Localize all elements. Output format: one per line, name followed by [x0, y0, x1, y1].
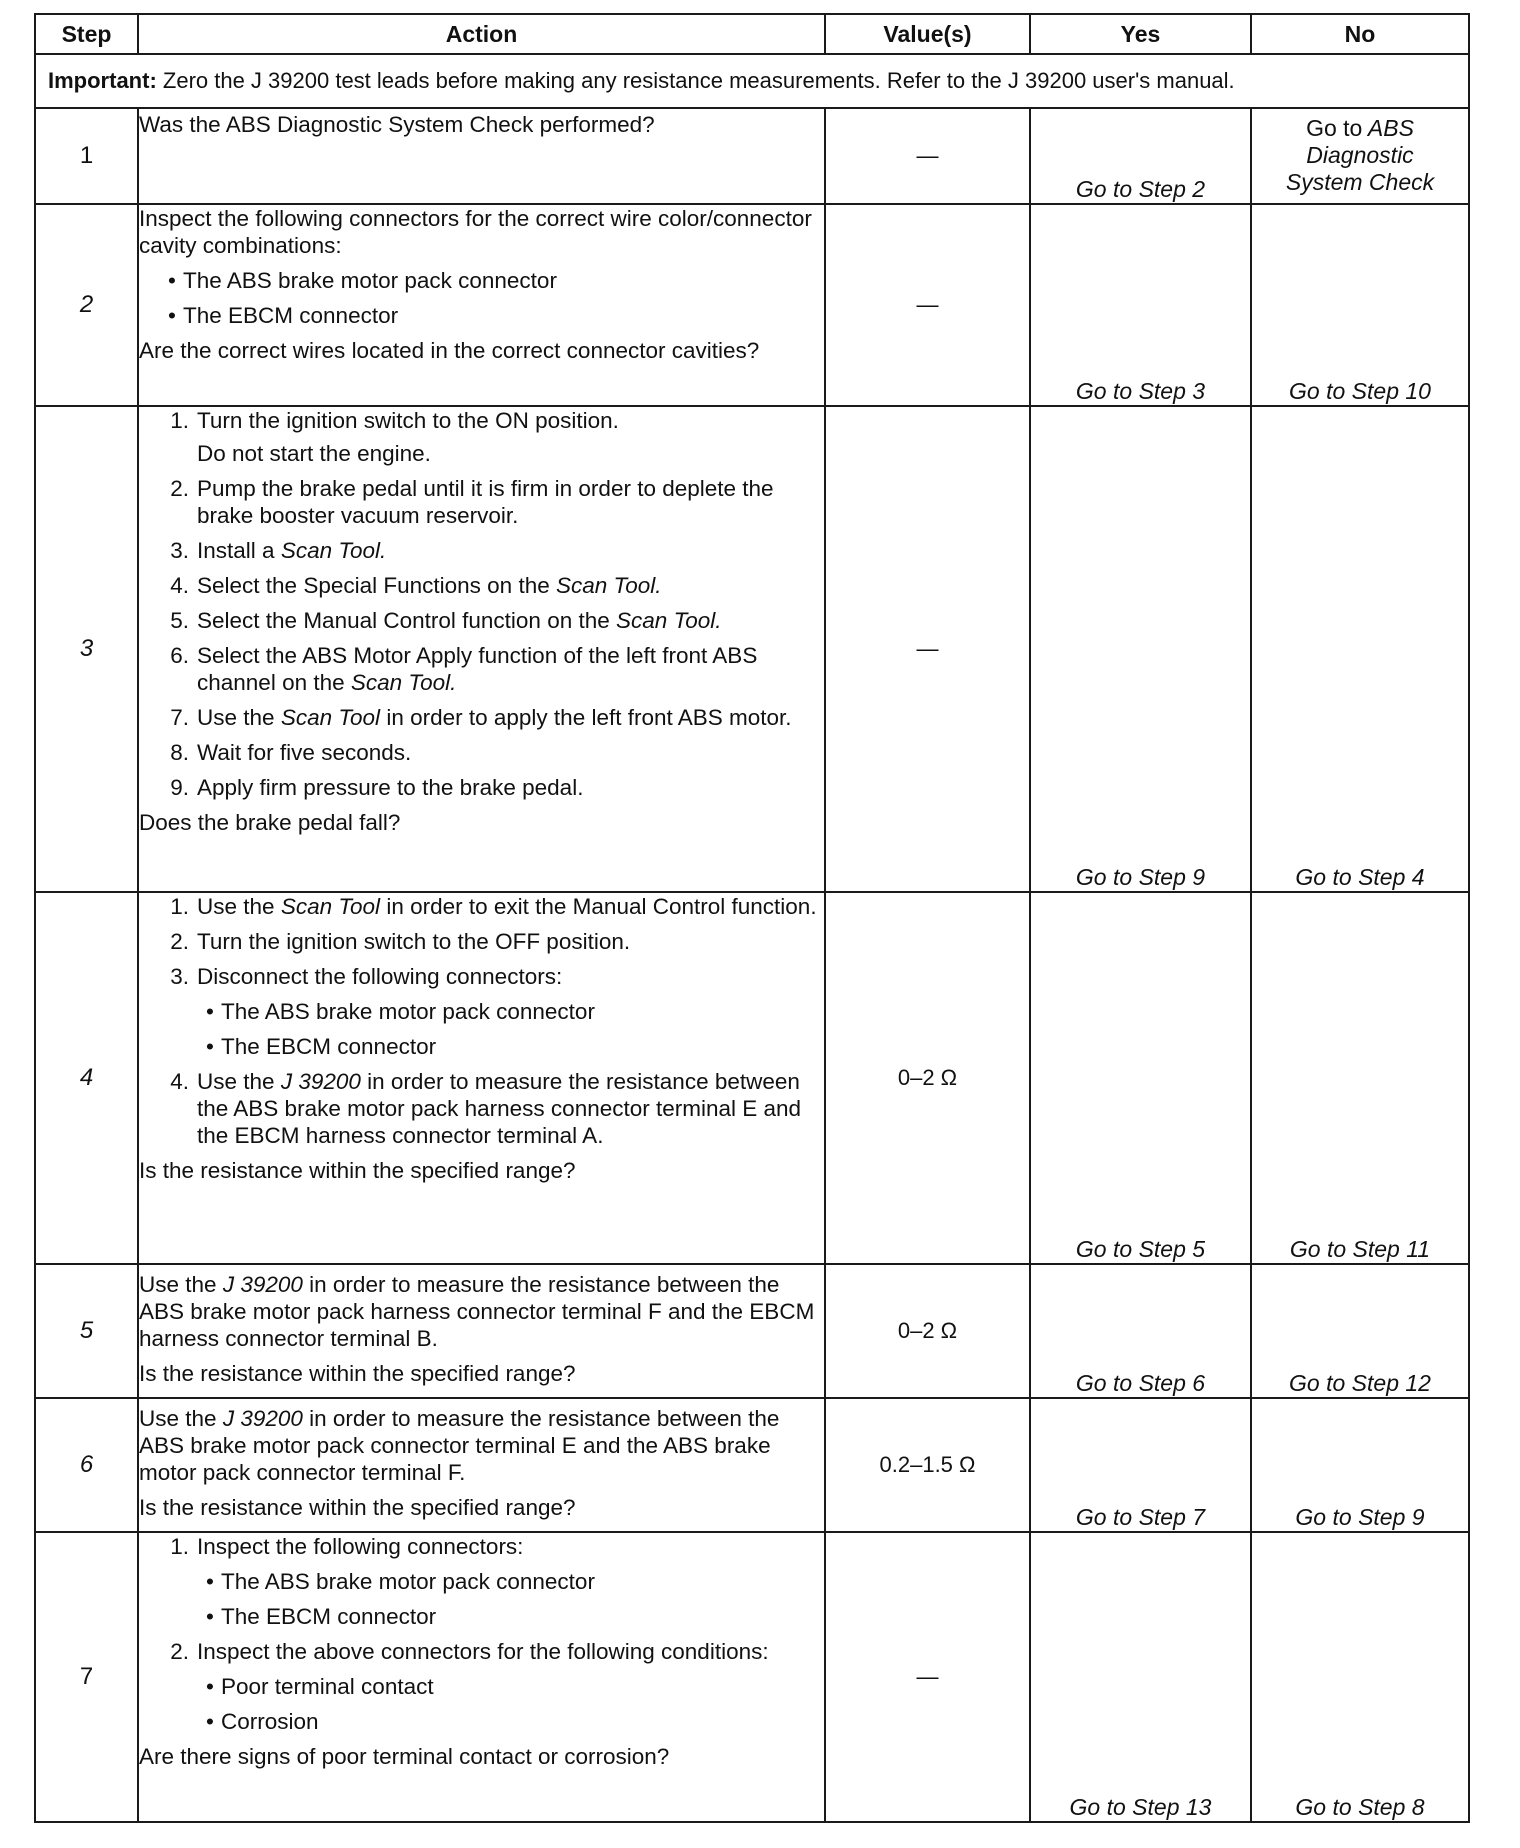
header-action: Action	[138, 14, 825, 54]
action-cell	[138, 1264, 825, 1398]
list-item: 3. Install a Scan Tool.	[170, 538, 387, 563]
value-cell: 0–2 Ω	[825, 1264, 1030, 1398]
action-cell	[138, 406, 825, 892]
yes-cell: Go to Step 13	[1030, 1532, 1251, 1822]
table-row	[35, 1398, 1469, 1532]
yes-cell: Go to Step 3	[1030, 204, 1251, 406]
yes-cell: Go to Step 2	[1030, 108, 1251, 204]
diagnostic-table	[34, 13, 1470, 1823]
no-prefix: Go to	[1306, 115, 1363, 141]
question: Is the resistance within the specified range?	[139, 1361, 576, 1386]
no-cell: Go to Step 12	[1251, 1264, 1469, 1398]
value-cell: 0–2 Ω	[825, 892, 1030, 1264]
table-row	[35, 108, 1469, 204]
step-number: 4	[35, 892, 138, 1264]
list-item: 7. Use the Scan Tool in order to apply the left front ABS motor.	[170, 705, 792, 730]
table-row	[35, 892, 1469, 1264]
action-cell	[138, 1398, 825, 1532]
list-item: 1. Inspect the following connectors:	[170, 1534, 524, 1559]
action-cell	[138, 204, 825, 406]
step-number: 2	[35, 204, 138, 406]
step-number: 3	[35, 406, 138, 892]
step-number: 7	[35, 1532, 138, 1822]
question: Is the resistance within the specified range?	[139, 1495, 576, 1520]
header-no: No	[1251, 14, 1469, 54]
step-number: 1	[35, 108, 138, 204]
important-note	[35, 54, 1469, 108]
action-text: Use the J 39200 in order to measure the resistance between the ABS brake motor pack connector terminal E and the ABS brake motor pack connector terminal F.	[139, 1406, 780, 1485]
no-link-line1: ABS	[1367, 115, 1414, 141]
important-text: Zero the J 39200 test leads before making any resistance measurements. Refer to the J 39200 user's manual.	[162, 68, 1235, 93]
action-text: Use the J 39200 in order to measure the resistance between the ABS brake motor pack harness connector terminal F and the EBCM harness connector terminal B.	[139, 1272, 815, 1351]
value-cell: 0.2–1.5 Ω	[825, 1398, 1030, 1532]
question: Are there signs of poor terminal contact or corrosion?	[139, 1744, 670, 1769]
question: Is the resistance within the specified range?	[139, 1158, 576, 1183]
question: Does the brake pedal fall?	[139, 810, 401, 835]
list-item: • The EBCM connector	[206, 1604, 437, 1629]
list-item: 6. Select the ABS Motor Apply function of the left front ABS channel on the Scan Tool.	[170, 643, 758, 695]
yes-cell: Go to Step 9	[1030, 406, 1251, 892]
list-item: 5. Select the Manual Control function on the Scan Tool.	[170, 608, 722, 633]
value-cell: —	[825, 204, 1030, 406]
header-row	[35, 14, 1469, 54]
yes-cell: Go to Step 6	[1030, 1264, 1251, 1398]
no-link-line2: Diagnostic	[1306, 142, 1414, 168]
list-item: • Poor terminal contact	[206, 1674, 434, 1699]
list-item: • The EBCM connector	[206, 1034, 437, 1059]
table-row	[35, 204, 1469, 406]
step-number: 5	[35, 1264, 138, 1398]
list-item: 4. Select the Special Functions on the Scan Tool.	[170, 573, 662, 598]
question: Was the ABS Diagnostic System Check performed?	[139, 112, 655, 137]
list-item: • The ABS brake motor pack connector	[206, 999, 595, 1024]
no-cell: Go to Step 4	[1251, 406, 1469, 892]
no-cell: Go to Step 10	[1251, 204, 1469, 406]
list-item: 1. Turn the ignition switch to the ON position.	[170, 408, 619, 433]
no-cell	[1251, 108, 1469, 204]
no-cell: Go to Step 11	[1251, 892, 1469, 1264]
value-cell: —	[825, 108, 1030, 204]
important-label: Important:	[48, 68, 157, 93]
list-item-note: Do not start the engine.	[197, 441, 431, 466]
table-row	[35, 1532, 1469, 1822]
yes-cell: Go to Step 5	[1030, 892, 1251, 1264]
value-cell: —	[825, 406, 1030, 892]
list-item: • Corrosion	[206, 1709, 319, 1734]
list-item: • The ABS brake motor pack connector	[168, 268, 557, 293]
header-values: Value(s)	[825, 14, 1030, 54]
step-number: 6	[35, 1398, 138, 1532]
list-item: 8. Wait for five seconds.	[170, 740, 412, 765]
action-cell	[138, 1532, 825, 1822]
list-item: • The EBCM connector	[168, 303, 399, 328]
table-row	[35, 406, 1469, 892]
action-cell	[138, 108, 825, 204]
no-cell: Go to Step 9	[1251, 1398, 1469, 1532]
list-item: 3. Disconnect the following connectors:	[170, 964, 563, 989]
list-item: • The ABS brake motor pack connector	[206, 1569, 595, 1594]
table-row	[35, 1264, 1469, 1398]
no-link-line3: System Check	[1285, 169, 1435, 195]
action-cell	[138, 892, 825, 1264]
list-item: 1. Use the Scan Tool in order to exit the Manual Control function.	[170, 894, 817, 919]
header-yes: Yes	[1030, 14, 1251, 54]
question: Are the correct wires located in the correct connector cavities?	[139, 338, 760, 363]
list-item: 9. Apply firm pressure to the brake pedal.	[170, 775, 584, 800]
important-row	[35, 54, 1469, 108]
list-item: 2. Pump the brake pedal until it is firm in order to deplete the brake booster vacuum reservoir.	[170, 476, 774, 528]
yes-cell: Go to Step 7	[1030, 1398, 1251, 1532]
action-intro: Inspect the following connectors for the correct wire color/connector cavity combinations:	[139, 206, 812, 258]
value-cell: —	[825, 1532, 1030, 1822]
list-item: 2. Turn the ignition switch to the OFF position.	[170, 929, 631, 954]
header-step: Step	[35, 14, 138, 54]
list-item: 4. Use the J 39200 in order to measure the resistance between the ABS brake motor pack harness connector terminal E and the EBCM harness connector terminal A.	[170, 1069, 802, 1148]
list-item: 2. Inspect the above connectors for the following conditions:	[170, 1639, 769, 1664]
no-cell: Go to Step 8	[1251, 1532, 1469, 1822]
